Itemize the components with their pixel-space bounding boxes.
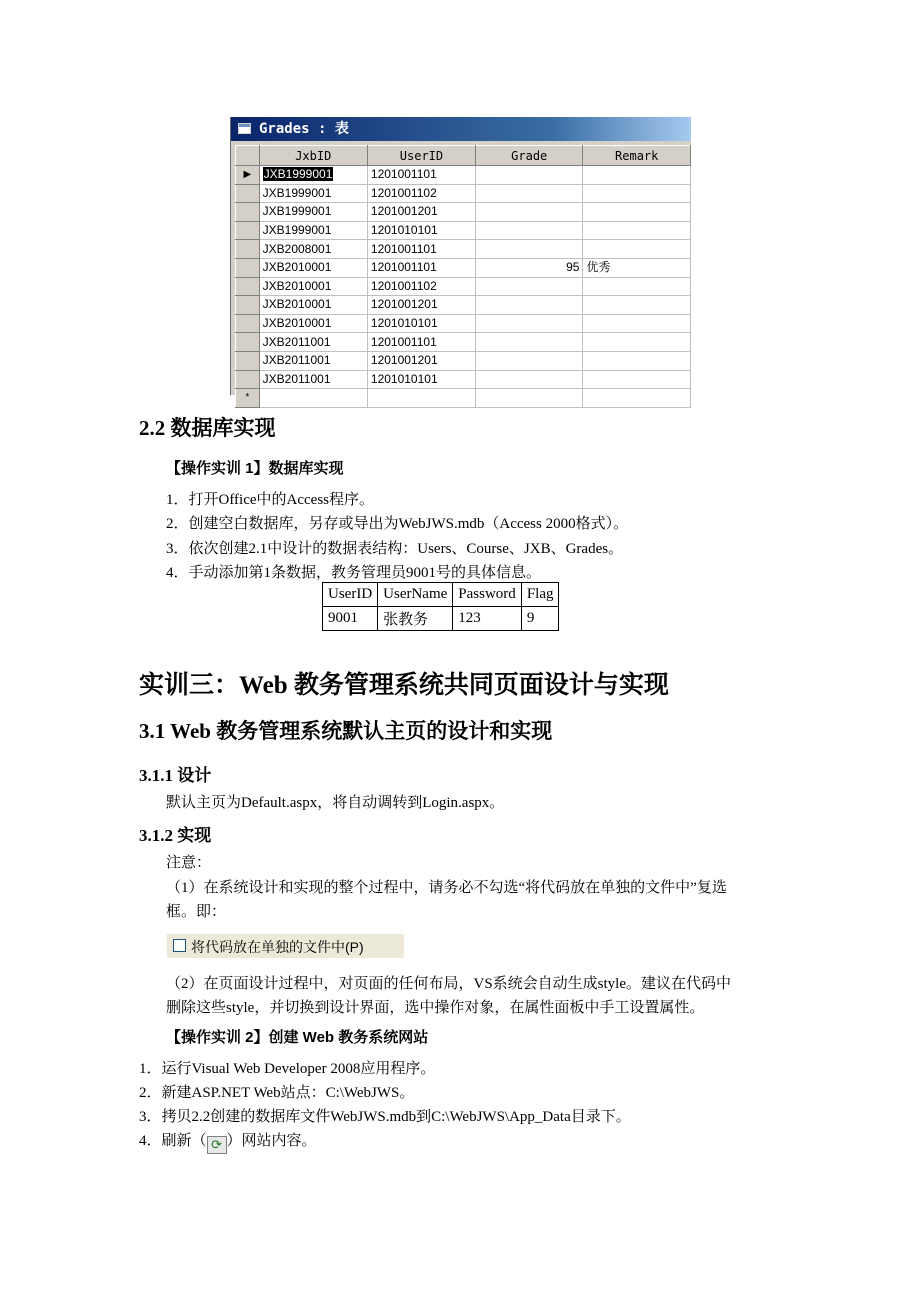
users-cell-userid: 9001 bbox=[323, 607, 378, 631]
table-row[interactable] bbox=[236, 240, 691, 259]
chapter-3-heading: 实训三：Web 教务管理系统共同页面设计与实现 bbox=[139, 672, 669, 699]
cell-jxbid[interactable]: JXB2010001 bbox=[259, 258, 367, 277]
cell-userid[interactable]: 1201001102 bbox=[367, 184, 475, 203]
corner-cell[interactable] bbox=[236, 146, 260, 166]
cell-grade[interactable] bbox=[476, 296, 583, 315]
cell-userid[interactable]: 1201001101 bbox=[367, 333, 475, 352]
cell-grade[interactable] bbox=[476, 203, 583, 222]
lab2-step-2: 2．新建ASP.NET Web站点：C:\WebJWS。 bbox=[139, 1085, 415, 1101]
row-selector[interactable] bbox=[236, 314, 260, 333]
table-row[interactable] bbox=[236, 166, 691, 185]
step-4-prefix: 4．刷新（ bbox=[139, 1133, 207, 1149]
table-row[interactable] bbox=[236, 258, 691, 277]
cell-grade[interactable] bbox=[476, 221, 583, 240]
cell-grade[interactable] bbox=[476, 351, 583, 370]
row-selector[interactable] bbox=[236, 258, 260, 277]
row-selector[interactable] bbox=[236, 203, 260, 222]
cell-jxbid[interactable]: JXB2010001 bbox=[259, 296, 367, 315]
users-header-password: Password bbox=[453, 583, 522, 607]
cell-userid[interactable]: 1201001101 bbox=[367, 240, 475, 259]
window-title: Grades : 表 bbox=[259, 121, 349, 137]
lab2-step-4 bbox=[139, 1129, 317, 1154]
cell-jxbid[interactable]: JXB2010001 bbox=[259, 314, 367, 333]
step-1: 1．打开Office中的Access程序。 bbox=[166, 492, 375, 508]
table-row[interactable] bbox=[236, 296, 691, 315]
cell-remark[interactable] bbox=[583, 296, 691, 315]
cell-jxbid[interactable]: JXB2011001 bbox=[259, 333, 367, 352]
note-label: 注意： bbox=[166, 855, 212, 871]
new-row-selector[interactable]: * bbox=[236, 389, 260, 408]
users-header-userid: UserID bbox=[323, 583, 378, 607]
column-header-userid[interactable]: UserID bbox=[367, 146, 475, 166]
step-3: 3．依次创建2.1中设计的数据表结构：Users、Course、JXB、Grades。 bbox=[166, 541, 624, 557]
table-icon bbox=[238, 123, 251, 134]
checkbox-label: 将代码放在单独的文件中(P) bbox=[191, 939, 364, 955]
new-row-cell[interactable] bbox=[583, 389, 691, 408]
refresh-icon: ⟳ bbox=[207, 1136, 227, 1154]
table-row[interactable] bbox=[236, 184, 691, 203]
cell-jxbid[interactable]: JXB2011001 bbox=[259, 370, 367, 389]
lab-2-label: 【操作实训 2】创建 Web 教务系统网站 bbox=[166, 1029, 429, 1046]
cell-jxbid[interactable]: JXB1999001 bbox=[259, 184, 367, 203]
table-row[interactable] bbox=[236, 277, 691, 296]
table-row[interactable] bbox=[236, 221, 691, 240]
table-row[interactable] bbox=[236, 351, 691, 370]
cell-jxbid[interactable]: JXB2011001 bbox=[259, 351, 367, 370]
cell-remark[interactable] bbox=[583, 184, 691, 203]
row-selector[interactable] bbox=[236, 296, 260, 315]
window-titlebar bbox=[231, 117, 691, 141]
new-row-cell[interactable] bbox=[259, 389, 367, 408]
cell-remark[interactable] bbox=[583, 221, 691, 240]
lab-1-label: 【操作实训 1】数据库实现 bbox=[166, 460, 344, 477]
cell-grade[interactable] bbox=[476, 314, 583, 333]
cell-remark[interactable] bbox=[583, 370, 691, 389]
cell-remark[interactable] bbox=[583, 333, 691, 352]
row-selector[interactable] bbox=[236, 184, 260, 203]
table-row[interactable] bbox=[236, 333, 691, 352]
users-cell-username: 张教务 bbox=[378, 607, 453, 631]
users-sample-table bbox=[322, 582, 559, 631]
cell-userid[interactable]: 1201001101 bbox=[367, 258, 475, 277]
table-row[interactable] bbox=[236, 203, 691, 222]
cell-userid[interactable]: 1201010101 bbox=[367, 221, 475, 240]
new-row-cell[interactable] bbox=[367, 389, 475, 408]
lab2-step-1: 1．运行Visual Web Developer 2008应用程序。 bbox=[139, 1061, 436, 1077]
step-2: 2．创建空白数据库，另存或导出为WebJWS.mdb（Access 2000格式）。 bbox=[166, 516, 629, 532]
note-1-line-2: 框。即： bbox=[166, 904, 227, 920]
subsection-heading-3-1-1: 3.1.1 设计 bbox=[139, 766, 212, 785]
cell-grade[interactable] bbox=[476, 166, 583, 185]
note-2-line-2: 删除这些style，并切换到设计界面，选中操作对象，在属性面板中手工设置属性。 bbox=[166, 1000, 705, 1016]
cell-remark[interactable] bbox=[583, 351, 691, 370]
row-selector[interactable] bbox=[236, 351, 260, 370]
new-row-cell[interactable] bbox=[476, 389, 583, 408]
users-cell-password: 123 bbox=[453, 607, 522, 631]
design-text: 默认主页为Default.aspx，将自动调转到Login.aspx。 bbox=[166, 795, 505, 811]
cell-userid[interactable]: 1201010101 bbox=[367, 314, 475, 333]
cell-jxbid[interactable] bbox=[259, 166, 367, 185]
cell-grade[interactable]: 95 bbox=[476, 258, 583, 277]
table-row[interactable] bbox=[236, 370, 691, 389]
cell-userid[interactable]: 1201001101 bbox=[367, 166, 475, 185]
cell-userid[interactable]: 1201010101 bbox=[367, 370, 475, 389]
cell-remark[interactable] bbox=[583, 277, 691, 296]
cell-jxbid[interactable]: JXB1999001 bbox=[259, 221, 367, 240]
datasheet-grid bbox=[231, 141, 691, 404]
section-heading-2-2: 2.2 数据库实现 bbox=[139, 416, 276, 440]
cell-grade[interactable] bbox=[476, 370, 583, 389]
cell-userid[interactable]: 1201001201 bbox=[367, 351, 475, 370]
separate-file-checkbox[interactable] bbox=[173, 939, 186, 952]
step-4: 4．手动添加第1条数据，教务管理员9001号的具体信息。 bbox=[166, 565, 542, 581]
cell-grade[interactable] bbox=[476, 333, 583, 352]
table-row[interactable] bbox=[236, 314, 691, 333]
column-header-remark[interactable]: Remark bbox=[583, 146, 691, 166]
row-selector[interactable] bbox=[236, 221, 260, 240]
users-header-username: UserName bbox=[378, 583, 453, 607]
new-record-row[interactable] bbox=[236, 389, 691, 408]
row-selector[interactable]: ▶ bbox=[236, 166, 260, 185]
section-heading-3-1: 3.1 Web 教务管理系统默认主页的设计和实现 bbox=[139, 719, 553, 743]
users-cell-flag: 9 bbox=[521, 607, 559, 631]
subsection-heading-3-1-2: 3.1.2 实现 bbox=[139, 826, 212, 845]
cell-remark[interactable] bbox=[583, 314, 691, 333]
access-table-window bbox=[230, 117, 691, 404]
users-header-flag: Flag bbox=[521, 583, 559, 607]
cell-jxbid[interactable]: JXB2010001 bbox=[259, 277, 367, 296]
note-1-line-1: （1）在系统设计和实现的整个过程中，请务必不勾选“将代码放在单独的文件中”复选 bbox=[166, 880, 727, 896]
cell-remark[interactable]: 优秀 bbox=[583, 258, 691, 277]
lab2-step-3: 3．拷贝2.2创建的数据库文件WebJWS.mdb到C:\WebJWS\App_Data目录下。 bbox=[139, 1109, 631, 1125]
cell-userid[interactable]: 1201001201 bbox=[367, 296, 475, 315]
cell-grade[interactable] bbox=[476, 277, 583, 296]
row-selector[interactable] bbox=[236, 370, 260, 389]
cell-remark[interactable] bbox=[583, 166, 691, 185]
cell-remark[interactable] bbox=[583, 203, 691, 222]
cell-grade[interactable] bbox=[476, 240, 583, 259]
grades-datasheet bbox=[235, 145, 691, 408]
separate-file-checkbox-screenshot bbox=[167, 934, 404, 958]
row-selector[interactable] bbox=[236, 277, 260, 296]
cell-userid[interactable]: 1201001102 bbox=[367, 277, 475, 296]
cell-grade[interactable] bbox=[476, 184, 583, 203]
cell-jxbid[interactable]: JXB1999001 bbox=[259, 203, 367, 222]
row-selector[interactable] bbox=[236, 333, 260, 352]
selected-cell-text: JXB1999001 bbox=[263, 167, 333, 182]
cell-remark[interactable] bbox=[583, 240, 691, 259]
row-selector[interactable] bbox=[236, 240, 260, 259]
column-header-jxbid[interactable]: JxbID bbox=[259, 146, 367, 166]
cell-jxbid[interactable]: JXB2008001 bbox=[259, 240, 367, 259]
column-header-grade[interactable]: Grade bbox=[476, 146, 583, 166]
note-2-line-1: （2）在页面设计过程中，对页面的任何布局，VS系统会自动生成style。建议在代码中 bbox=[166, 976, 732, 992]
cell-userid[interactable]: 1201001201 bbox=[367, 203, 475, 222]
step-4-suffix: ）网站内容。 bbox=[226, 1133, 317, 1149]
